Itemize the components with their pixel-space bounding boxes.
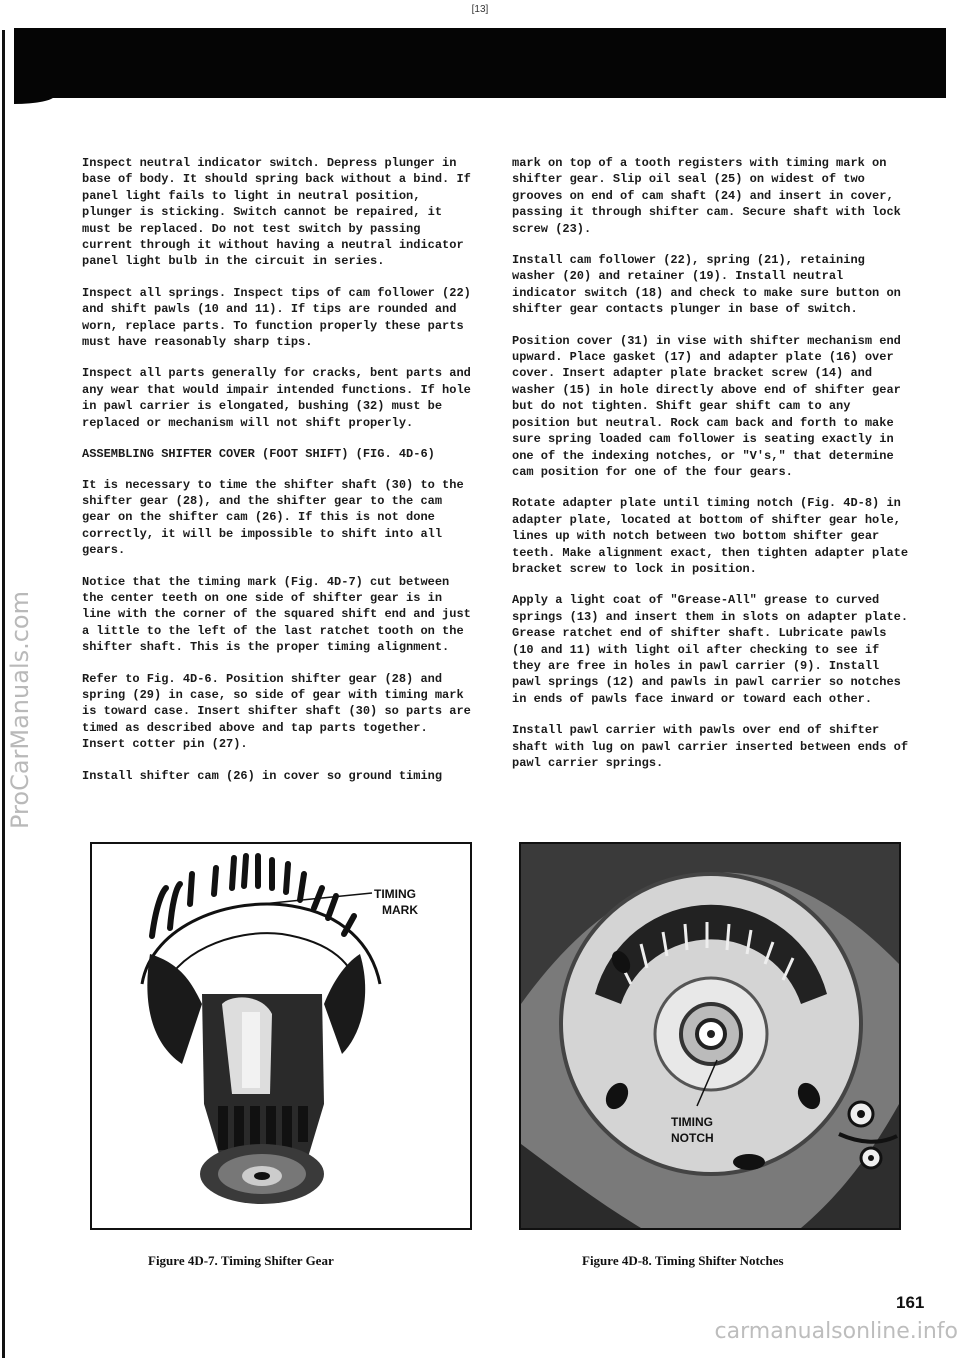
paragraph-timing-necessity: It is necessary to time the shifter shaft (30) to the shifter gear (28), and the shifter gear to the cam gear on the shifter cam (26). If this is not done correctly, it will be impossible to shift into all gears. (82, 477, 464, 558)
timing-notch-label-line1: TIMING (671, 1115, 713, 1129)
paragraph-springs: Inspect all springs. Inspect tips of cam follower (22) and shift pawls (10 and 11). If tips are rounded and worn, replace parts. To function properly these parts must have reasonably sharp tips. (82, 285, 471, 350)
timing-mark-label-line1: TIMING (374, 887, 416, 901)
header-band-corner (14, 96, 54, 104)
paragraph-inspect-parts: Inspect all parts generally for cracks, bent parts and any wear that would impair intended functions. If hole in pawl carrier is elongated, bushing (32) must be replaced or mechanism will not shift properly. (82, 366, 471, 430)
paragraph-timing-register: mark on top of a tooth registers with timing mark on shifter gear. Slip oil seal (25) on widest of two grooves on end of cam shaft (24) and insert in cover, passing it through shifter cam. Secure shaft with lock screw (23). (512, 156, 901, 236)
page-marker: [13] (471, 4, 489, 15)
paragraph-neutral-switch: Inspect neutral indicator switch. Depress plunger in base of body. It should spring back without a bind. If panel light fails to light in neutral position, plunger is sticking. Switch cannot be repaired, it must be replaced. Do not test switch by passing current through it without having a neutral indicator panel light bulb in the circuit in series. (82, 156, 471, 269)
paragraph-grease: Apply a light coat of "Grease-All" grease to curved springs (13) and insert them in slots on adapter plate. Grease ratchet end of shifter shaft. Lubricate pawls (10 and 11) with light oil after checking to see if they are free in holes in pawl carrier (9). Install pawl springs (12) and pawls in pawl carrier so notches in ends of pawls face inward or toward each other. (512, 593, 909, 706)
paragraph-position-cover: Position cover (31) in vise with shifter mechanism end upward. Place gasket (17) and adapter plate (16) over cover. Insert adapter plate bracket screw (14) and washer (15) in hole directly above end of shifter gear but do not tighten. Shift gear shift cam to any position but neutral. Rock cam back and forth to make sure spring loaded cam follower is seating exactly in one of the indexing notches, or "V's," that determine cam position for one of the four gears. (512, 333, 901, 479)
page-number: 161 (896, 1293, 925, 1312)
paragraph-rotate-plate: Rotate adapter plate until timing notch (Fig. 4D-8) in adapter plate, located at bottom of shifter gear hole, lines up with notch between two bottom shifter gear teeth. Make alignment exact, then tighten adapter plate bracket screw to lock in position. (512, 496, 909, 576)
figure-timing-shifter-notches (519, 842, 901, 1230)
figure-caption-4d-8: Figure 4D-8. Timing Shifter Notches (582, 1253, 784, 1268)
paragraph-position-gear: Refer to Fig. 4D-6. Position shifter gear (28) and spring (29) in case, so side of gear with timing mark is toward case. Insert shifter shaft (30) so parts are timed as described above and tap parts together. Insert cotter pin (27). (82, 671, 471, 752)
paragraph-install-cam: Install shifter cam (26) in cover so ground timing (82, 768, 443, 783)
section-heading: ASSEMBLING SHIFTER COVER (FOOT SHIFT) (FIG. 4D-6) (82, 447, 435, 462)
timing-mark-label-line2: MARK (382, 903, 418, 917)
shifter-notches-photo (521, 844, 899, 1228)
figure-caption-4d-7: Figure 4D-7. Timing Shifter Gear (148, 1253, 334, 1268)
footer-watermark: carmanualsonline.info (714, 1319, 958, 1344)
paragraph-cam-follower: Install cam follower (22), spring (21), retaining washer (20) and retainer (19). Install neutral indicator switch (18) and check to make sure button on shifter gear contacts plunger in base of switch. (512, 253, 901, 317)
shifter-gear-illustration (92, 844, 470, 1228)
left-column (82, 155, 478, 799)
right-column (512, 155, 910, 786)
side-watermark (2, 560, 38, 860)
side-watermark-text: ProCarManuals.com (6, 590, 34, 830)
paragraph-timing-mark: Notice that the timing mark (Fig. 4D-7) cut between the center teeth on one side of shifter gear is in line with the corner of the squared shift end and just a little to the left of the last ratchet tooth on the shifter shaft. This is the proper timing alignment. (82, 574, 471, 655)
paragraph-pawl-carrier: Install pawl carrier with pawls over end of shifter shaft with lug on pawl carrier inserted between ends of pawl carrier springs. (512, 723, 909, 770)
header-band (14, 28, 946, 98)
figure-timing-shifter-gear (90, 842, 472, 1230)
timing-notch-label-line2: NOTCH (671, 1131, 714, 1145)
